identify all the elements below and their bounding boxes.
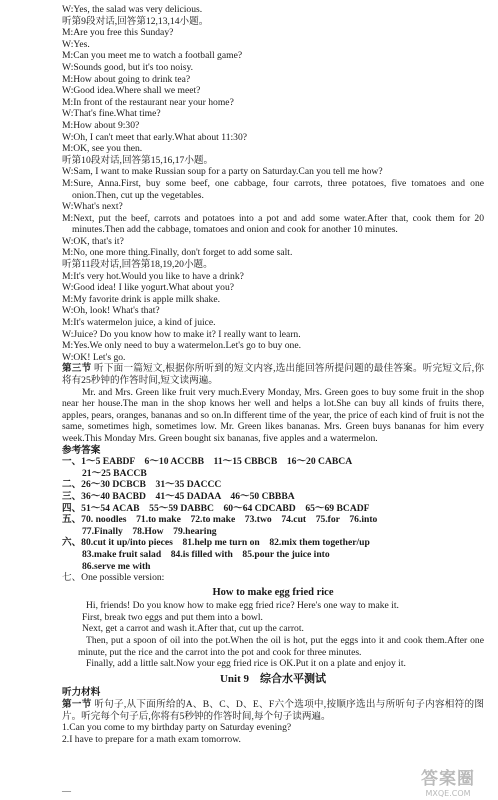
transcript-b xyxy=(62,166,484,363)
transcript-line: W:OK! Let's go. xyxy=(62,351,126,363)
essay-paragraph: Hi, friends! Do you know how to make egg fried rice? Here's one way to make it. xyxy=(86,600,399,612)
answer-line: 三、36～40 BACBD 41～45 DADAA 46～50 CBBBA xyxy=(62,490,295,502)
transcript-line: W:Good idea.Where shall we meet? xyxy=(62,85,201,97)
transcript-line: M:My favorite drink is apple milk shake. xyxy=(62,293,221,305)
answer-line: 四、51～54 ACAB 55～59 DABBC 60～64 CDCABD 65～69 BCADF xyxy=(62,502,370,514)
answer-line: 五、70. noodles 71.to make 72.to make 73.two 74.cut 75.for 76.into xyxy=(62,514,378,526)
unit-title: Unit 9 综合水平测试 xyxy=(219,672,327,685)
section3-heading: 第三节 xyxy=(62,363,92,375)
essay-title: How to make egg fried rice xyxy=(212,586,334,598)
transcript-line: W:That's fine.What time? xyxy=(62,108,161,120)
answer-line: 一、1～5 EABDF 6～10 ACCBB 11～15 CBBCB 16～20 CABCA xyxy=(62,456,353,468)
transcript-line: M:Yes.We only need to buy a watermelon.Let's go to buy one. xyxy=(62,340,301,352)
answer-line: 二、26～30 DCBCB 31～35 DACCC xyxy=(62,479,222,491)
listening-passage: Mr. and Mrs. Green like fruit very much.Every Monday, Mrs. Green goes to buy some fruit in the shop near her house.The man in the shop knows her well and helps a lot.She can buy all kinds of fruits there, apples, pears, oranges, bananas and so on.In different time of the year, the price of each kind of fruit is not the same, sometimes high, sometimes low. Mr. Green likes bananas. Mrs. Green buys bananas for him every week.This Monday Mrs. Green bought six bananas, five apples and a watermelon. xyxy=(62,386,484,444)
transcript-line: W:OK, that's it? xyxy=(62,235,124,247)
answers-heading: 参考答案 xyxy=(62,444,101,456)
transcript-line: M:Sure, Anna.First, buy some beef, one cabbage, four carrots, three potatoes, five tomatoes and one onion.Then, cut up the vegetables. xyxy=(62,177,484,201)
transcript-line: W:Oh, look! What's that? xyxy=(62,305,160,317)
transcript-line: M:OK, see you then. xyxy=(62,143,143,155)
transcript-line: W:Oh, I can't meet that early.What about 11:30? xyxy=(62,131,248,143)
part1-heading: 第一节 xyxy=(62,699,92,711)
transcript-line: M:Are you free this Sunday? xyxy=(62,27,174,39)
transcript-line: W:Juice? Do you know how to make it? I really want to learn. xyxy=(62,328,301,340)
section3-instruction xyxy=(62,363,484,386)
transcript-line: M:Next, put the beef, carrots and potatoes into a pot and add some water.After that, cook them for 20 minutes.Then add the cabbage, tomatoes and onion and cook for another 10 minutes. xyxy=(62,212,484,236)
essay-paragraph: First, break two eggs and put them into a bowl. xyxy=(82,611,263,623)
essay-paragraph: Then, put a spoon of oil into the pot.When the oil is hot, put the eggs into it and cook them.After one minute, put the rice and the carrot into the pot and cook for three minutes. xyxy=(78,635,484,658)
transcript-line: W:Good idea! I like yogurt.What about you? xyxy=(62,282,235,294)
watermark-logo-text: 答案圈 xyxy=(421,769,475,789)
transcript-line: W:What's next? xyxy=(62,201,123,213)
essay xyxy=(62,600,484,670)
part1-instruction-text: 听句子,从下面所给的A、B、C、D、E、F六个选项中,按顺序选出与所听句子内容相符的图片。听完每个句子后,你将有5秒钟的作答时间,每个句子读两遍。 xyxy=(62,699,484,722)
watermark-url: MXQE.COM xyxy=(425,789,471,798)
transcript-line: M:It's watermelon juice, a kind of juice. xyxy=(62,317,216,329)
answer-line: 83.make fruit salad 84.is filled with 85.pour the juice into xyxy=(82,548,330,560)
sentence-item: 2.I have to prepare for a math exam tomorrow. xyxy=(62,733,241,745)
answer-key xyxy=(62,456,484,584)
answer-line: 七、One possible version: xyxy=(62,572,165,584)
transcript-heading: 听第10段对话,回答第15,16,17小题。 xyxy=(62,154,214,166)
transcript-line: M:Can you meet me to watch a football game? xyxy=(62,50,243,62)
transcript-a xyxy=(62,4,484,166)
sentence-item: 1.Can you come to my birthday party on Saturday evening? xyxy=(62,722,292,734)
section3-instruction-text: 听下面一篇短文,根据你所听到的短文内容,选出能回答所提问题的最佳答案。听完短文后,你将有25秒钟的作答时间,短文读两遍。 xyxy=(62,363,484,386)
listening-heading: 听力材料 xyxy=(62,687,101,699)
transcript-line: W:Sounds good, but it's too noisy. xyxy=(62,61,194,73)
answer-line: 86.serve me with xyxy=(82,560,151,572)
part1-instruction xyxy=(62,699,484,722)
page-footer-mark: — xyxy=(62,786,71,797)
transcript-line: M:How about going to drink tea? xyxy=(62,73,191,85)
transcript-line: W:Yes. xyxy=(62,38,90,50)
transcript-line: W:Yes, the salad was very delicious. xyxy=(62,4,203,15)
transcript-line: M:How about 9:30? xyxy=(62,119,140,131)
answer-line: 77.Finally 78.How 79.hearing xyxy=(82,525,217,537)
transcript-line: M:No, one more thing.Finally, don't forget to add some salt. xyxy=(62,247,293,259)
transcript-heading: 听第11段对话,回答第18,19,20小题。 xyxy=(62,259,213,271)
answer-line: 21～25 BACCB xyxy=(82,467,147,479)
essay-paragraph: Next, get a carrot and wash it.After that, cut up the carrot. xyxy=(82,623,304,635)
answer-line: 六、80.cut it up/into pieces 81.help me turn on 82.mix them together/up xyxy=(62,537,370,549)
essay-paragraph: Finally, add a little salt.Now your egg fried rice is OK.Put it on a plate and enjoy it. xyxy=(86,658,406,670)
transcript-line: M:In front of the restaurant near your home? xyxy=(62,96,234,108)
transcript-heading: 听第9段对话,回答第12,13,14小题。 xyxy=(62,15,209,27)
watermark xyxy=(404,769,492,798)
transcript-line: W:Sam, I want to make Russian soup for a party on Saturday.Can you tell me how? xyxy=(62,166,383,178)
transcript-line: M:It's very hot.Would you like to have a drink? xyxy=(62,270,244,282)
